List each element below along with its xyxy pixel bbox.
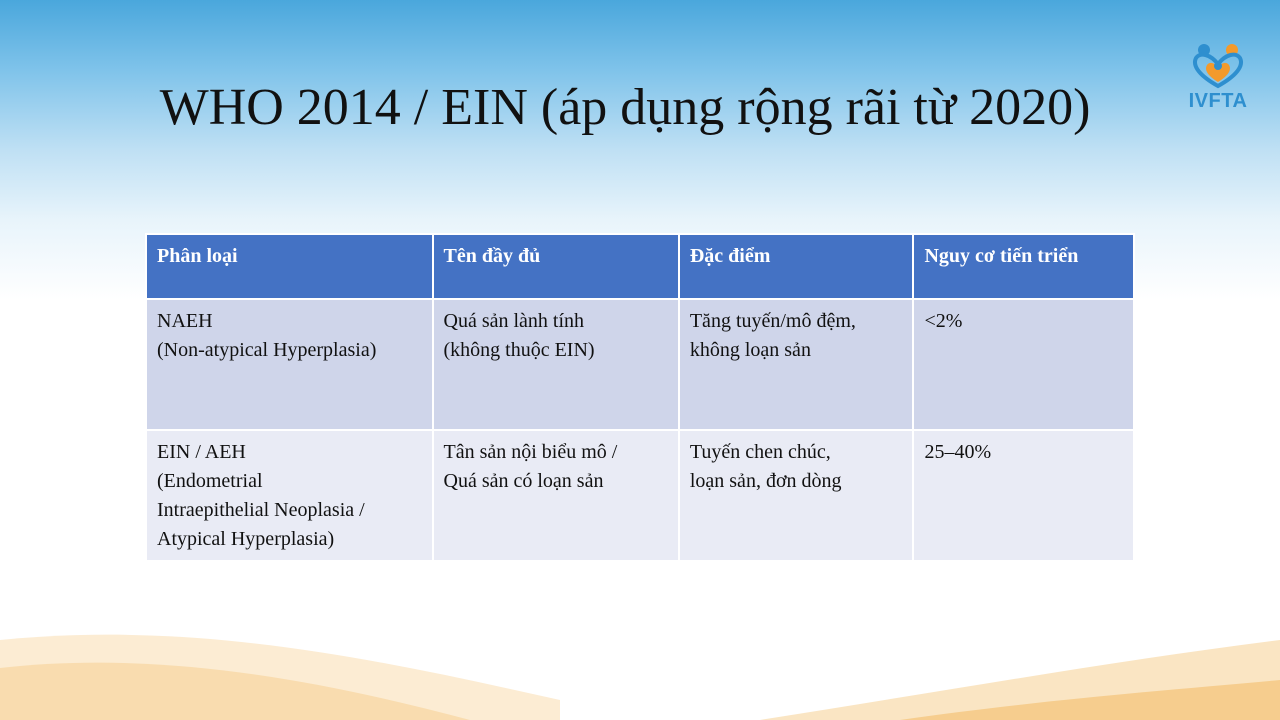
ivfta-logo [1170, 36, 1266, 120]
header-cell-features: Đặc điểm [679, 234, 914, 299]
cell-line: EIN / AEH [157, 441, 246, 463]
cell-line: Quá sản có loạn sản [443, 470, 604, 492]
logo-text: IVFTA [1188, 90, 1248, 112]
cell-line: không loạn sản [689, 339, 811, 361]
cell-line: Atypical Hyperplasia) [157, 528, 335, 550]
table-header-row [146, 234, 1134, 299]
cell-line: 25–40% [924, 441, 992, 463]
cell-line: <2% [924, 310, 963, 332]
classification-table [145, 233, 1135, 562]
table-cell [679, 299, 914, 430]
cell-line: Tăng tuyến/mô đệm, [689, 310, 856, 332]
table-row [146, 430, 1134, 561]
cell-line: (Non-atypical Hyperplasia) [157, 339, 377, 361]
cell-line: Quá sản lành tính [443, 310, 585, 332]
table-cell [433, 299, 679, 430]
cell-line: Intraepithelial Neoplasia / [157, 499, 365, 521]
cell-line: (không thuộc EIN) [443, 339, 595, 361]
header-cell-full-name: Tên đầy đủ [433, 234, 679, 299]
table-cell [913, 430, 1134, 561]
table-cell [146, 299, 433, 430]
header-cell-progression-risk: Nguy cơ tiến triển [913, 234, 1134, 299]
cell-line: (Endometrial [157, 470, 263, 492]
slide-title: WHO 2014 / EIN (áp dụng rộng rãi từ 2020) [159, 79, 1091, 136]
table-cell [913, 299, 1134, 430]
table-row [146, 299, 1134, 430]
table-cell [679, 430, 914, 561]
cell-line: Tân sản nội biểu mô / [443, 441, 618, 463]
cell-line: loạn sản, đơn dòng [689, 470, 842, 492]
cell-line: Tuyến chen chúc, [689, 441, 831, 463]
header-cell-classification: Phân loại [146, 234, 433, 299]
family-heart-icon [1170, 36, 1266, 92]
table-cell [146, 430, 433, 561]
table-cell [433, 430, 679, 561]
cell-line: NAEH [157, 310, 213, 332]
